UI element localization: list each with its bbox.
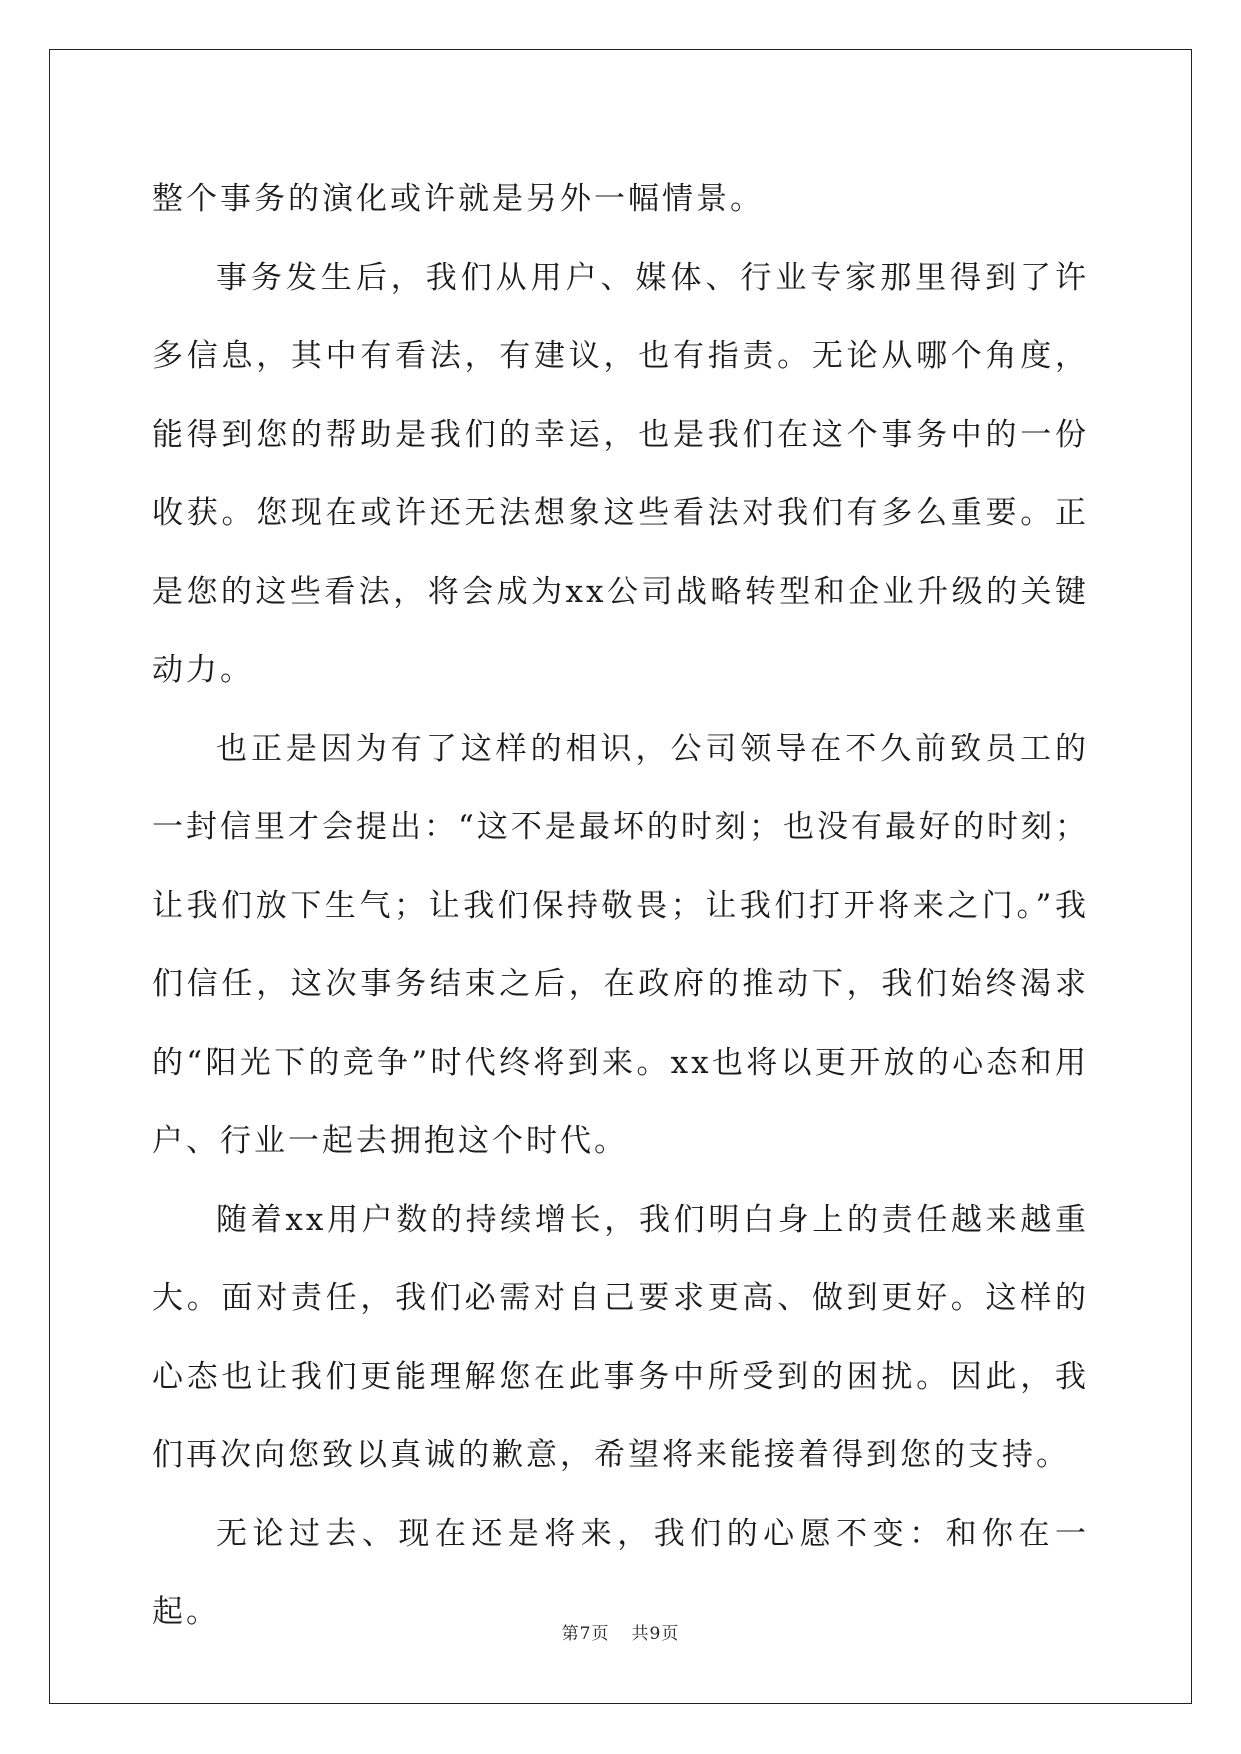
document-body (152, 160, 1089, 1652)
paragraph-4: 随着xx用户数的持续增长，我们明白身上的责任越来越重大。面对责任，我们必需对自己要求更高、做到更好。这样的心态也让我们更能理解您在此事务中所受到的困扰。因此，我们再次向您致以真诚的歉意，希望将来能接着得到您的支持。 (152, 1201, 1089, 1473)
page-number-current: 第7页 (561, 1624, 610, 1644)
paragraph-3: 也正是因为有了这样的相识，公司领导在不久前致员工的一封信里才会提出：“这不是最坏的时刻；也没有最好的时刻；让我们放下生气；让我们保持敬畏；让我们打开将来之门。”我们信任，这次事务结束之后，在政府的推动下，我们始终渴求的“阳光下的竞争”时代终将到来。xx也将以更开放的心态和用户、行业一起去拥抱这个时代。 (152, 730, 1089, 1159)
page-footer (0, 1619, 1241, 1644)
paragraph-5: 无论过去、现在还是将来，我们的心愿不变：和你在一起。 (152, 1515, 1089, 1630)
page-number-total: 共9页 (631, 1624, 680, 1644)
paragraph-1: 整个事务的演化或许就是另外一幅情景。 (152, 181, 764, 217)
paragraph-2: 事务发生后，我们从用户、媒体、行业专家那里得到了许多信息，其中有看法，有建议，也有指责。无论从哪个角度，能得到您的帮助是我们的幸运，也是我们在这个事务中的一份收获。您现在或许还无法想象这些看法对我们有多么重要。正是您的这些看法，将会成为xx公司战略转型和企业升级的关键动力。 (152, 259, 1089, 688)
